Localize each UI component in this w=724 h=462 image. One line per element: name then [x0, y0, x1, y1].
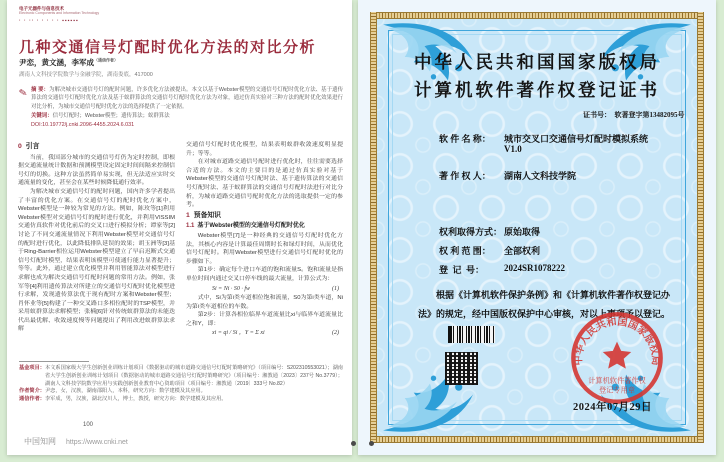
carousel-dot-1[interactable]	[351, 441, 356, 446]
certificate-inner-area	[377, 19, 697, 436]
seal-inner-line2: 登记专用章	[599, 386, 635, 395]
keywords-label: 关键词：	[31, 113, 53, 120]
paragraph: 式中，Si为第i类车道相位饱和流量，S0为第i类车道，Ni为第i类车道相位的车数。	[186, 295, 343, 310]
gold-border-bottom	[370, 436, 704, 443]
journal-masthead	[19, 6, 99, 24]
registration-statement: 根据《计算机软件保护条例》和《计算机软件著作权登记办法》的规定，经中国版权保护中心审核，对以上事项予以登记。	[418, 290, 671, 319]
qr-code	[445, 352, 478, 385]
paragraph: 为解决城市交通信号灯的配时问题，国内许多学者提出了丰富的优化方案。在交通信号灯的配时优化方案中，Webster模型是一种较为常见的方法。例如，陈玫等[1]利用Webster模型对交通信号灯的配时进行优化，并利用VISSIM交通仿真软件对优化前后的交叉口进行模拟分析；谭家等[2]讨论了不同交通流量情况下利用Webster模型对交通信号灯的配时进行优化，以此降低排队延误的效果；胡玉洲等[3]基于Ring-Barrier相位运用Webster模型建立了早启迟断式交通信号灯配时模型，结果表明该模型可使通行能力显著提升；等等。此外，通过建立优化模型并利用智能算法对模型进行求解也成为解决交通信号灯配时问题的常用方法。例如，张军等[4]利用遗传算法对所建立的交通信号灯配时优化模型进行求解，发现遗传算法优于现有配时方案和Webster模型；肖怀业等[5]构建了一种交叉路口多相位配时的TSP模型，并采用蚁群算法求解模型；张楠[6]针对传统蚁群算法的未能迭代出最优解、收敛速度慢等问题提出了利用改进蚁群算法求解	[18, 188, 175, 333]
cnki-url[interactable]: https://www.cnki.net	[66, 439, 128, 446]
software-name-label: 软 件 名 称：	[439, 134, 491, 144]
certificate-number: 证书号： 软著登字第13482095号	[583, 111, 685, 119]
paper-body	[18, 141, 344, 358]
registration-number-label: 登 记 号：	[439, 265, 485, 275]
registration-number-value: 2024SR1078222	[504, 263, 566, 273]
paragraph: 交通信号灯配时优化模型，结果表明蚁群收敛速度明显提升；等等。	[186, 142, 343, 157]
abstract-block	[31, 86, 343, 129]
cnki-brand: 中国知网	[24, 437, 56, 446]
paper-page	[7, 0, 352, 455]
footnote-divider	[19, 361, 89, 362]
subsection-heading-webster: 1.1 基于Webster模型的交通信号灯配时优化	[186, 223, 305, 230]
software-version: V1.0	[504, 144, 522, 154]
formula-2: xi = qi / Si ，Y = Σ xi (2)	[212, 330, 339, 337]
author-names: 尹恋，黄文涵，李军成	[19, 58, 94, 67]
footnotes	[19, 361, 343, 404]
copyright-owner-label: 著 作 权 人：	[439, 171, 491, 181]
formula-1: Si = Ni · S0 · fw (1)	[212, 285, 339, 292]
gold-border-top	[370, 12, 704, 19]
gold-border-left	[370, 12, 377, 443]
seal-ring-text: 中华人民共和国国家版权局	[573, 316, 661, 366]
certificate-title-line1: 中华人民共和国国家版权局	[414, 52, 660, 72]
paragraph: 当前，我国部分城市的交通信号灯仍为定时控制，即根据交通流量统计数据和预测模型设定固定时间间隔来控制信号灯的切换。这种方法虽然简单易实现，但无法适应实时交通流量的变化，甚至会在某些时候降低通行效率。	[18, 154, 175, 187]
acquisition-value: 原始取得	[504, 227, 541, 237]
official-seal	[569, 310, 665, 406]
corresponding-author-note: （通信作者）	[94, 57, 118, 63]
copyright-owner-value: 湖南人文科技学院	[504, 171, 577, 181]
acquisition-label: 权利取得方式：	[439, 227, 503, 237]
registration-date: 2024年07月29日	[573, 402, 652, 413]
keywords: 关键词：信号灯配时；Webster模型；遗传算法；蚁群算法	[31, 113, 170, 120]
formula-number: (1)	[332, 285, 339, 292]
paper-title: 几种交通信号灯配时优化方法的对比分析	[19, 39, 317, 56]
certificate-title-line2: 计算机软件著作权登记证书	[414, 80, 660, 100]
body-column-left	[18, 141, 175, 358]
formula-number: (2)	[332, 330, 339, 337]
gold-border-right	[697, 12, 704, 443]
seal-inner-line1: 计算机软件著作权	[588, 376, 646, 385]
cnki-footer	[24, 436, 128, 447]
journal-name: 电子元器件与信息技术	[19, 6, 64, 11]
section-heading-intro: 0 引言	[18, 143, 40, 150]
pen-icon: ✎	[18, 87, 29, 100]
certificate-page	[358, 0, 716, 455]
seal-star-icon	[603, 342, 631, 369]
rights-scope-value: 全部权利	[504, 246, 541, 256]
paragraph: Webster模型[7]是一种经典的交通信号灯配时优化方法，其核心内容是计算最佳周期时长和绿灯时间，从而优化信号灯配时。利用Webster模型进行交通信号灯配时优化的步骤如下。	[186, 232, 343, 265]
corresponding-author-bio: 通信作者：李军成，男，汉族，湖北汉川人，博士，教授，研究方向：数学建模及其应用。	[19, 396, 227, 403]
funding-note: 基金项目：本文系国家级大学生创新创业训练计划项目《数据驱动的城市道路交通信号灯配时策略研究》（项目编号：S202310553021）；湖南省大学生创新创业训练计划项目《数据驱动的城市道路交通信号灯配时策略研究》（项目编号：湘教通〔2023〕237号 No.3779）；湖南人文科技学院数学应用与实践创新创业教育中心资助项目（项目编号：湘教通〔2019〕333号 No.82）	[19, 365, 343, 387]
paper-authors	[19, 57, 118, 68]
paper-affiliation: 湖南人文科技学院数学与金融学院，湖南娄底，417000	[19, 72, 153, 78]
barcode	[448, 326, 495, 343]
rights-scope-label: 权 利 范 围：	[439, 246, 491, 256]
paragraph: 第2步：计算各相位临界车道流量比xi与临界车道流量比之和Y，即：	[186, 312, 343, 327]
abstract-text: 摘 要：为解决城市交通信号灯的配时问题，许多优化方法被提出。本文以基于Webster模型的交通信号灯配时优化方法、基于遗传算法的交通信号灯配时优化方法及基于蚁群算法的交通信号灯配时优化方法为对象，通过仿真实验对三种方法的配时优化效果进行对比分析，为城市交通信号配时优化方法的选择提供了一定依据。	[31, 87, 343, 110]
paragraph: 在对城市道路交通信号配时进行优化时，往往需要选择合适的方法。本文的主要目的是通过仿真实验对基于Webster模型的交通信号灯配时法、基于遗传算法的交通信号灯配时法、基于蚁群算法的交通信号灯配时法进行对比分析，为城市道路交通信号配时优化方法的选取提供一定的参考。	[186, 159, 343, 209]
page-number: 100	[83, 422, 94, 428]
body-column-right	[186, 141, 343, 358]
abstract-label: 摘 要：	[31, 87, 50, 93]
section-heading-preliminaries: 1 预备知识	[186, 211, 221, 219]
doi: DOI:10.19772/j.cnki.2096-4455.2024.6.031	[31, 121, 135, 128]
paragraph: 第1步：确定每个进口车道的饱和流量S。饱和流量是指单位时间内通过交叉口停车线的最大流量，计算公式为：	[186, 267, 343, 282]
author-bio-note: 作者简介：尹恋，女，汉族，湖南邵阳人，本科，研究方向：数学建模及其应用。	[19, 388, 206, 395]
journal-name-en: Electronic Components and Information Technology	[19, 11, 100, 15]
software-name-value: 城市交叉口交通信号灯配时模拟系统	[504, 134, 649, 144]
carousel-dot-2[interactable]	[369, 441, 374, 446]
masthead-decoration: · · ·· · · · · · ▪▪▪▪▪▪	[19, 17, 79, 24]
